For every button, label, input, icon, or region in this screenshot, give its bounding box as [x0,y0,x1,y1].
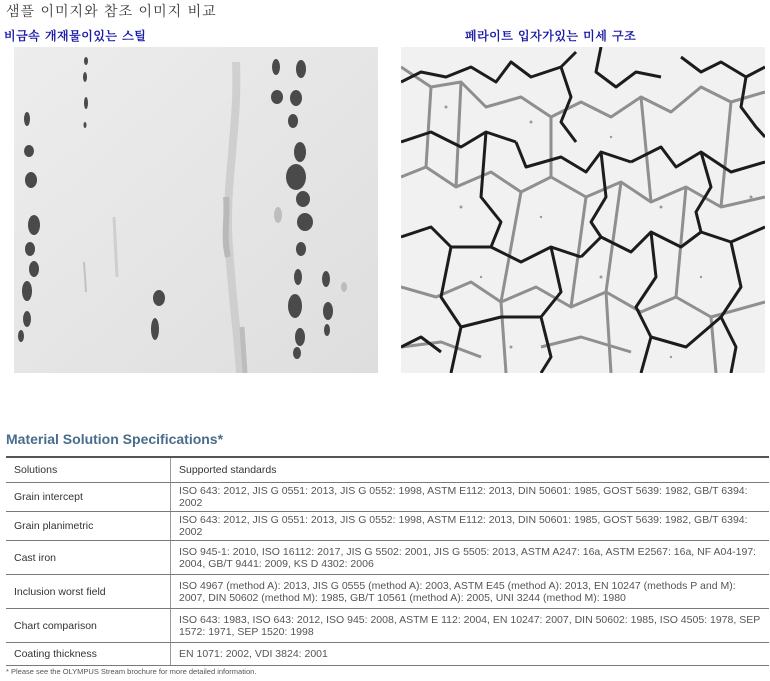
supported-standards: ISO 945-1: 2010, ISO 16112: 2017, JIS G 5502: 2001, JIS G 5505: 2013, ASTM A247: 16a, ASTM E2567: 16a, NF A04-197: 2004, GB/T 9441: 2009, KS D 4302: 2006 [171,541,770,575]
table-row [6,512,769,541]
table-row [6,541,769,575]
right-image-caption: 페라이트 입자가있는 미세 구조 [465,29,637,43]
table-row [6,575,769,609]
table-header-row [6,457,769,483]
solution-name: Inclusion worst field [6,575,171,609]
column-header-solutions: Solutions [6,457,171,483]
steel-inclusions-micrograph [14,47,378,373]
solution-name: Chart comparison [6,609,171,643]
supported-standards: ISO 643: 2012, JIS G 0551: 2013, JIS G 0552: 1998, ASTM E112: 2013, DIN 50601: 1985, GOST 5639: 1982, GB/T 6394: 2002 [171,512,770,541]
solution-name: Grain planimetric [6,512,171,541]
table-row [6,609,769,643]
solution-name: Cast iron [6,541,171,575]
supported-standards: ISO 643: 1983, ISO 643: 2012, ISO 945: 2008, ASTM E 112: 2004, EN 10247: 2007, DIN 50602: 1985, ISO 4505: 1978, SEP 1572: 1971, SEP 1520: 1998 [171,609,770,643]
solution-name: Grain intercept [6,483,171,512]
solution-name: Coating thickness [6,643,171,666]
left-image-caption: 비금속 개재물이있는 스틸 [4,29,147,43]
specifications-table [6,456,769,666]
page-title: 샘플 이미지와 참조 이미지 비교 [6,4,217,20]
specifications-heading: Material Solution Specifications* [6,431,224,447]
column-header-standards: Supported standards [171,457,770,483]
table-row [6,643,769,666]
ferrite-grain-micrograph [401,47,765,373]
supported-standards: EN 1071: 2002, VDI 3824: 2001 [171,643,770,666]
supported-standards: ISO 4967 (method A): 2013, JIS G 0555 (method A): 2003, ASTM E45 (method A): 2013, EN 10247 (methods P and M): 2007, DIN 50602 (method M): 1985, GB/T 10561 (method A): 2005, UNI 3244 (method M): 1980 [171,575,770,609]
table-row [6,483,769,512]
supported-standards: ISO 643: 2012, JIS G 0551: 2013, JIS G 0552: 1998, ASTM E112: 2013, DIN 50601: 1985, GOST 5639: 1982, GB/T 6394: 2002 [171,483,770,512]
footnote: * Please see the OLYMPUS Stream brochure for more detailed information. [6,667,257,676]
